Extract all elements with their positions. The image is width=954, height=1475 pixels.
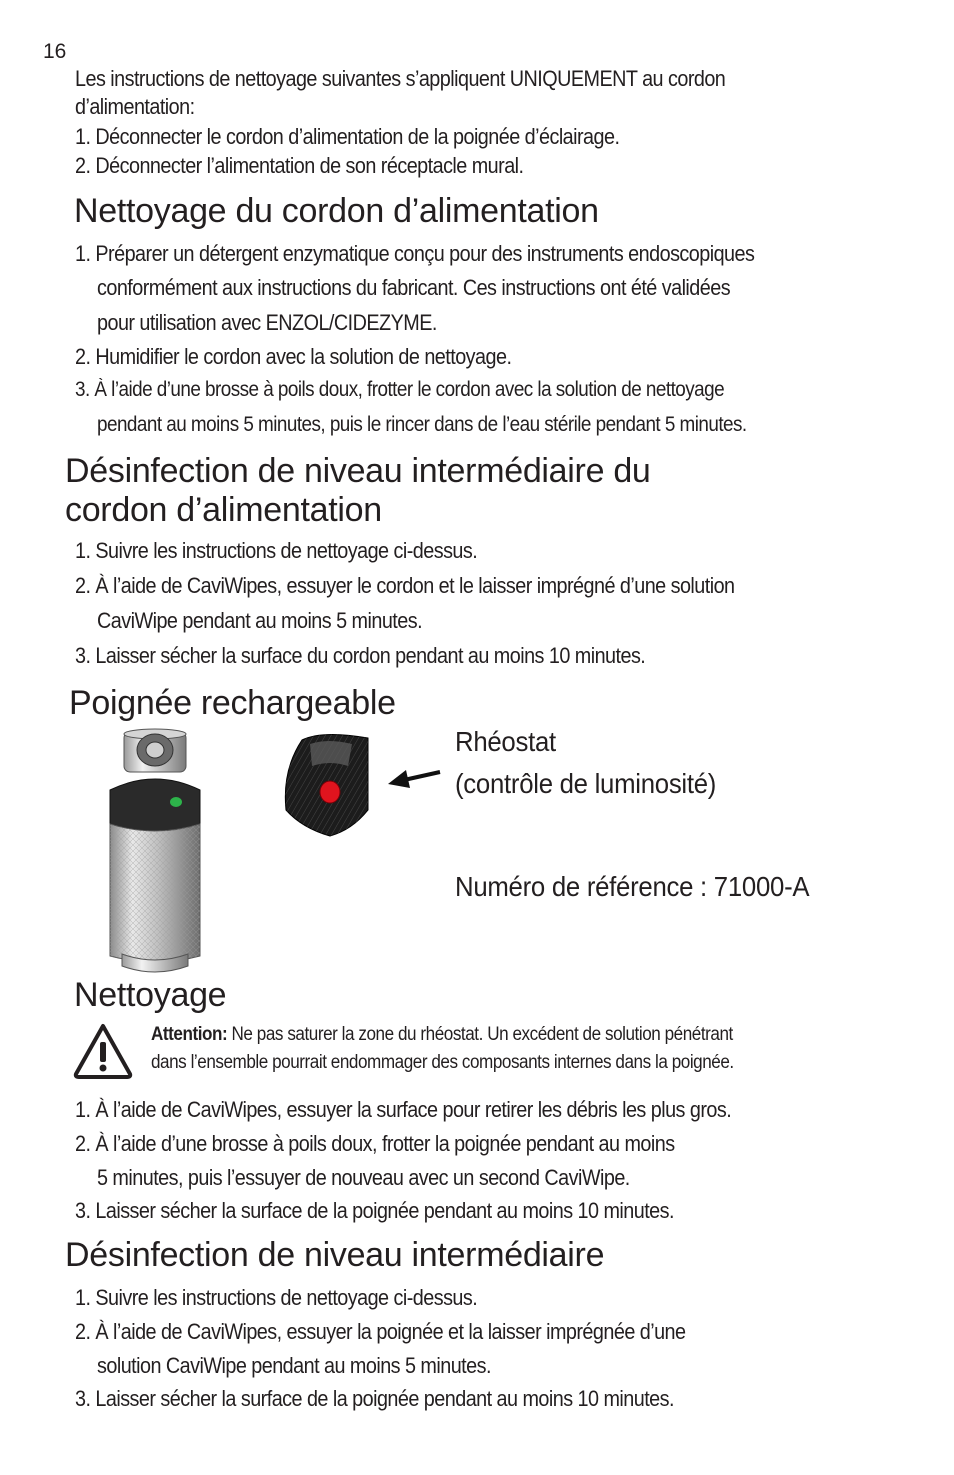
warning-line-2: dans l’ensemble pourrait endommager des composants internes dans la poignée. — [151, 1052, 734, 1073]
handle-disinfection-step-2-line-2: solution CaviWipe pendant au moins 5 minutes. — [97, 1353, 491, 1378]
arrow-left-icon — [386, 760, 442, 796]
intro-step-1: 1. Déconnecter le cordon d’alimentation de la poignée d’éclairage. — [75, 124, 620, 149]
cord-cleaning-step-3-line-1: 3. À l’aide d’une brosse à poils doux, frotter le cordon avec la solution de nettoyage — [75, 378, 725, 401]
led-green-indicator — [170, 797, 182, 807]
intro-step-2: 2. Déconnecter l’alimentation de son réceptacle mural. — [75, 153, 524, 178]
cord-cleaning-step-1-line-1: 1. Préparer un détergent enzymatique conçu pour des instruments endoscopiques — [75, 241, 755, 266]
rheostat-red-button — [320, 781, 340, 803]
warning-triangle-icon — [72, 1022, 134, 1080]
handle-cleaning-step-1: 1. À l’aide de CaviWipes, essuyer la surface pour retirer les débris les plus gros. — [75, 1097, 732, 1122]
cord-disinfection-step-3: 3. Laisser sécher la surface du cordon pendant au moins 10 minutes. — [75, 643, 646, 668]
rheostat-label: Rhéostat — [455, 726, 556, 757]
handle-disinfection-step-1: 1. Suivre les instructions de nettoyage ci-dessus. — [75, 1285, 478, 1310]
cord-cleaning-step-1-line-3: pour utilisation avec ENZOL/CIDEZYME. — [97, 310, 437, 335]
cord-cleaning-step-3-line-2: pendant au moins 5 minutes, puis le rincer dans de l’eau stérile pendant 5 minutes. — [97, 413, 747, 436]
cord-disinfection-step-2-line-2: CaviWipe pendant au moins 5 minutes. — [97, 608, 423, 633]
handle-disinfection-step-3: 3. Laisser sécher la surface de la poignée pendant au moins 10 minutes. — [75, 1386, 674, 1411]
cord-cleaning-step-2: 2. Humidifier le cordon avec la solution de nettoyage. — [75, 344, 512, 369]
heading-rechargeable-handle: Poignée rechargeable — [69, 684, 396, 722]
handle-cleaning-step-3: 3. Laisser sécher la surface de la poignée pendant au moins 10 minutes. — [75, 1198, 674, 1223]
page-number: 16 — [43, 40, 67, 63]
heading-handle-cleaning: Nettoyage — [74, 976, 227, 1014]
warning-label: Attention: — [151, 1024, 228, 1045]
cord-disinfection-step-1: 1. Suivre les instructions de nettoyage ci-dessus. — [75, 538, 478, 563]
reference-number: Numéro de référence : 71000-A — [455, 871, 810, 902]
handle-illustration — [100, 728, 210, 978]
rheostat-closeup-illustration — [282, 730, 372, 840]
warning-line-1 — [151, 1024, 733, 1046]
warning-text-line-1: Ne pas saturer la zone du rhéostat. Un excédent de solution pénétrant — [227, 1024, 733, 1045]
handle-disinfection-step-2-line-1: 2. À l’aide de CaviWipes, essuyer la poignée et la laisser imprégnée d’une — [75, 1319, 686, 1344]
handle-cleaning-step-2-line-2: 5 minutes, puis l’essuyer de nouveau avec un second CaviWipe. — [97, 1165, 630, 1190]
heading-cord-disinfection-line-1: Désinfection de niveau intermédiaire du — [65, 452, 651, 490]
heading-handle-disinfection: Désinfection de niveau intermédiaire — [65, 1236, 605, 1274]
rheostat-sublabel: (contrôle de luminosité) — [455, 768, 717, 799]
intro-line-2: d’alimentation: — [75, 94, 195, 119]
heading-cord-cleaning: Nettoyage du cordon d’alimentation — [74, 192, 599, 230]
heading-cord-disinfection-line-2: cordon d’alimentation — [65, 491, 382, 529]
cord-disinfection-step-2-line-1: 2. À l’aide de CaviWipes, essuyer le cordon et le laisser imprégné d’une solution — [75, 573, 735, 598]
intro-line-1: Les instructions de nettoyage suivantes s’appliquent UNIQUEMENT au cordon — [75, 66, 726, 91]
cord-cleaning-step-1-line-2: conformément aux instructions du fabricant. Ces instructions ont été validées — [97, 275, 731, 300]
handle-cleaning-step-2-line-1: 2. À l’aide d’une brosse à poils doux, frotter la poignée pendant au moins — [75, 1131, 675, 1156]
